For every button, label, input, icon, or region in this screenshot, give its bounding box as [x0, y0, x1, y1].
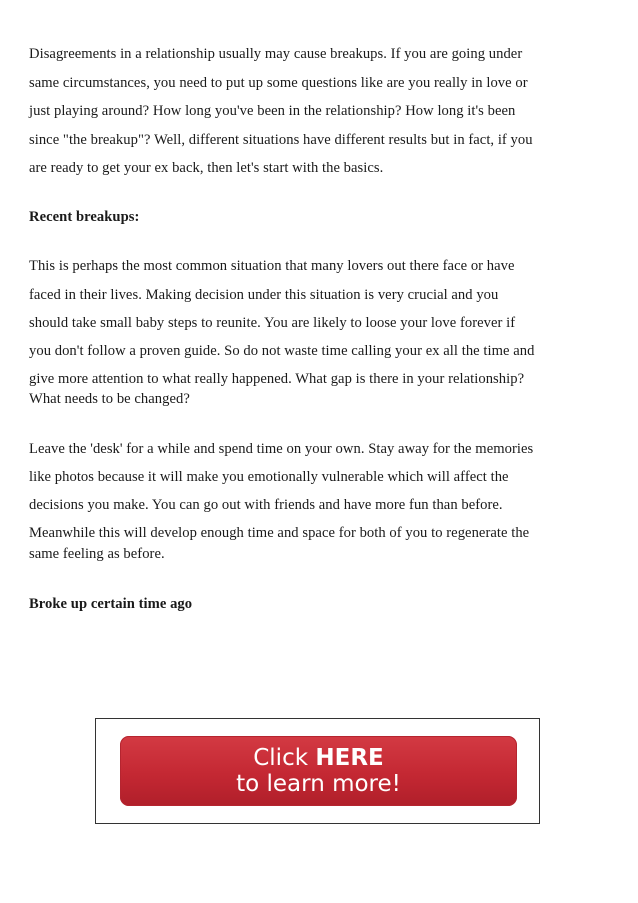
- body-text-line: just playing around? How long you've been in the relationship? How long it's been: [29, 103, 516, 119]
- body-text-line: same circumstances, you need to put up some questions like are you really in love or: [29, 75, 528, 91]
- body-text-line: Disagreements in a relationship usually may cause breakups. If you are going under: [29, 46, 523, 62]
- cta-click-word: Click: [253, 745, 316, 771]
- cta-here-word: HERE: [315, 745, 384, 771]
- body-text-line: This is perhaps the most common situation that many lovers out there face or have: [29, 258, 515, 274]
- cta-line-1: [253, 745, 384, 771]
- body-text-line: What needs to be changed?: [29, 391, 190, 407]
- body-text-line: decisions you make. You can go out with friends and have more fun than before.: [29, 497, 503, 513]
- body-text-line: Leave the 'desk' for a while and spend time on your own. Stay away for the memories: [29, 441, 534, 457]
- banner-frame: [95, 718, 540, 824]
- body-text-line: like photos because it will make you emotionally vulnerable which will affect the: [29, 469, 509, 485]
- body-text-line: since "the breakup"? Well, different situations have different results but in fact, if you: [29, 132, 533, 148]
- body-text-line: give more attention to what really happened. What gap is there in your relationship?: [29, 371, 525, 387]
- cta-line-2: to learn more!: [236, 771, 401, 797]
- body-text-line: are ready to get your ex back, then let's start with the basics.: [29, 160, 384, 176]
- body-text-line: same feeling as before.: [29, 546, 165, 562]
- body-text-line: Meanwhile this will develop enough time and space for both of you to regenerate the: [29, 525, 530, 541]
- body-text-line: faced in their lives. Making decision under this situation is very crucial and you: [29, 287, 499, 303]
- click-here-button[interactable]: [120, 736, 517, 806]
- body-text-line: should take small baby steps to reunite. You are likely to loose your love forever if: [29, 315, 516, 331]
- section-heading-broke-up: Broke up certain time ago: [29, 596, 193, 612]
- section-heading-recent-breakups: Recent breakups:: [29, 209, 140, 225]
- body-text-line: you don't follow a proven guide. So do not waste time calling your ex all the time and: [29, 343, 535, 359]
